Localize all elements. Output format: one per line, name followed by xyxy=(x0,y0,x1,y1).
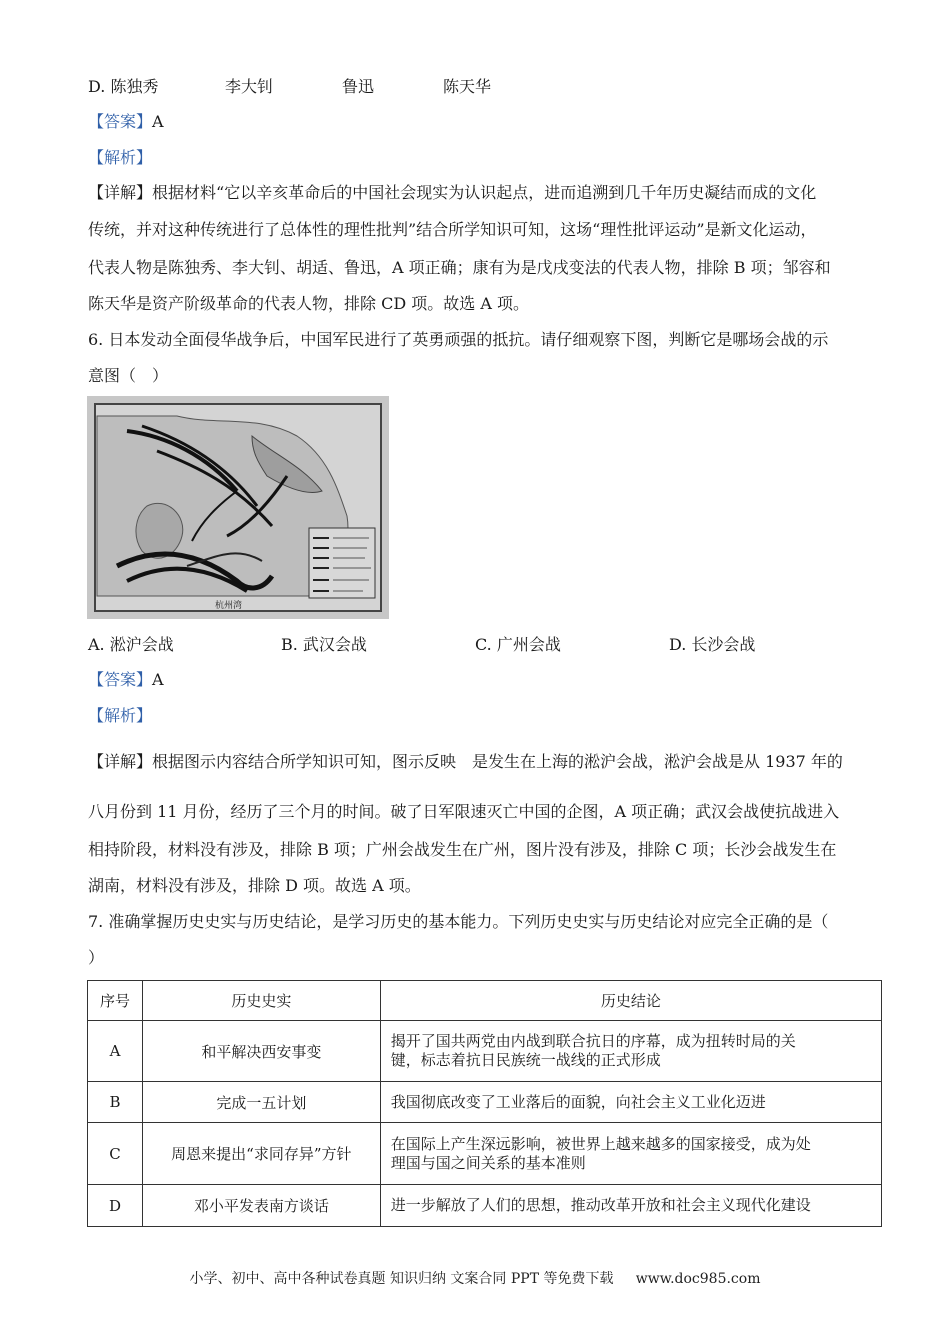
history-facts-table xyxy=(87,980,882,1227)
q6-detail-line-1 xyxy=(88,752,843,772)
conclusion-line: 我国彻底改变了工业落后的面貌，向社会主义工业化迈进 xyxy=(390,1092,766,1111)
row-fact: 完成一五计划 xyxy=(142,1082,380,1123)
map-label-hangzhou-bay: 杭州湾 xyxy=(215,601,243,611)
q5-option-d-name-4: 陈天华 xyxy=(443,77,492,96)
table-header-row xyxy=(88,981,882,1021)
answer-tag: 【答案】 xyxy=(88,112,153,131)
q6-option-a: A. 淞沪会战 xyxy=(88,635,174,654)
q5-analysis-tag: 【解析】 xyxy=(88,148,153,167)
q5-detail-line-3: 代表人物是陈独秀、李大钊、胡适、鲁迅，A 项正确；康有为是戊戌变法的代表人物，排除 B 项；邹容和 xyxy=(88,258,831,277)
q5-option-d xyxy=(88,77,158,97)
q6-stem-line-1: 6. 日本发动全面侵华战争后，中国军民进行了英勇顽强的抵抗。请仔细观察下图，判断它是哪场会战的示 xyxy=(88,330,829,349)
detail-tag: 【详解】 xyxy=(88,183,153,202)
answer-value: A xyxy=(152,112,164,131)
q7-stem-line-1: 7. 准确掌握历史史实与历史结论，是学习历史的基本能力。下列历史史实与历史结论对应完全正确的是（ xyxy=(88,912,829,931)
conclusion-line: 进一步解放了人们的思想，推动改革开放和社会主义现代化建设 xyxy=(390,1196,811,1214)
q6-detail-line-2: 八月份到 11 月份，经历了三个月的时间。破了日军限速灭亡中国的企图，A 项正确；武汉会战使抗战进入 xyxy=(88,802,840,821)
page-footer xyxy=(0,1270,950,1288)
battle-map-image xyxy=(87,396,389,619)
row-conclusion xyxy=(380,1082,881,1123)
q5-option-d-letter: D. xyxy=(88,77,106,96)
conclusion-line: 键，标志着抗日民族统一战线的正式形成 xyxy=(390,1051,661,1069)
conclusion-line: 揭开了国共两党由内战到联合抗日的序幕，成为扭转时局的关 xyxy=(390,1032,796,1050)
table-row xyxy=(88,1082,882,1123)
conclusion-line: 理国与国之间关系的基本准则 xyxy=(390,1153,586,1172)
q5-answer xyxy=(88,112,164,132)
row-fact: 邓小平发表南方谈话 xyxy=(142,1185,380,1227)
row-fact: 和平解决西安事变 xyxy=(142,1021,380,1082)
row-index: D xyxy=(88,1185,143,1227)
q5-detail-line-1 xyxy=(88,183,816,203)
answer-tag: 【答案】 xyxy=(88,670,153,689)
row-index: C xyxy=(88,1123,143,1185)
detail-text: 根据图示内容结合所学知识可知，图示反映 是发生在上海的淞沪会战，淞沪会战是从 1937 年的 xyxy=(152,752,843,771)
q6-option-c: C. 广州会战 xyxy=(475,635,561,654)
row-conclusion xyxy=(380,1185,881,1227)
footer-url[interactable]: www.doc985.com xyxy=(635,1271,761,1287)
row-conclusion xyxy=(380,1021,881,1082)
q5-detail-line-2: 传统，并对这种传统进行了总体性的理性批判”结合所学知识可知，这场“理性批评运动”是新文化运动， xyxy=(88,220,817,239)
q6-detail-line-4: 湖南，材料没有涉及，排除 D 项。故选 A 项。 xyxy=(88,876,421,895)
table-row xyxy=(88,1185,882,1227)
q5-option-d-name-2: 李大钊 xyxy=(225,77,274,96)
q6-analysis-tag: 【解析】 xyxy=(88,706,153,725)
q6-option-b: B. 武汉会战 xyxy=(281,635,367,654)
detail-tag: 【详解】 xyxy=(88,752,153,771)
row-index: B xyxy=(88,1082,143,1123)
battle-map-drawing xyxy=(87,396,389,619)
detail-text: 根据材料“它以辛亥革命后的中国社会现实为认识起点，进而追溯到几千年历史凝结而成的文化 xyxy=(152,183,817,202)
q6-option-d: D. 长沙会战 xyxy=(669,635,756,654)
footer-text: 小学、初中、高中各种试卷真题 知识归纳 文案合同 PPT 等免费下载 xyxy=(189,1271,614,1287)
q5-detail-line-4: 陈天华是资产阶级革命的代表人物，排除 CD 项。故选 A 项。 xyxy=(88,294,529,313)
table-row xyxy=(88,1123,882,1185)
q6-detail-line-3: 相持阶段，材料没有涉及，排除 B 项；广州会战发生在广州，图片没有涉及，排除 C 项；长沙会战发生在 xyxy=(88,840,837,859)
q5-option-d-name-1: 陈独秀 xyxy=(110,77,159,96)
header-index: 序号 xyxy=(88,981,143,1021)
header-fact: 历史史实 xyxy=(142,981,380,1021)
conclusion-line: 在国际上产生深远影响，被世界上越来越多的国家接受，成为处 xyxy=(390,1134,811,1153)
q7-stem-line-2: ） xyxy=(88,948,105,967)
row-index: A xyxy=(88,1021,143,1082)
table-row xyxy=(88,1021,882,1082)
q6-answer xyxy=(88,670,164,690)
header-conclusion: 历史结论 xyxy=(380,981,881,1021)
answer-value: A xyxy=(152,670,164,689)
row-conclusion xyxy=(380,1123,881,1185)
q5-option-d-name-3: 鲁迅 xyxy=(342,77,375,96)
row-fact: 周恩来提出“求同存异”方针 xyxy=(142,1123,380,1185)
q6-stem-line-2: 意图（ ） xyxy=(88,366,169,385)
